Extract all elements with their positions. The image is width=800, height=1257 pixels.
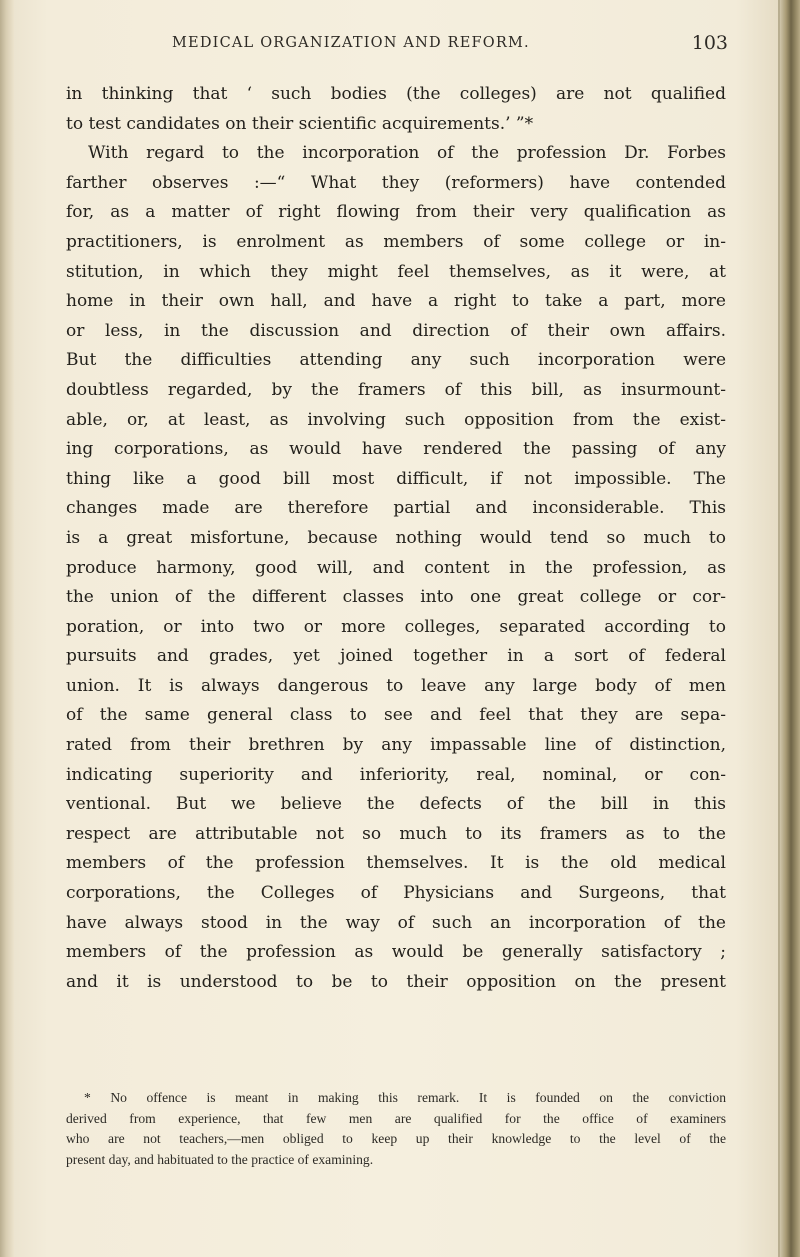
text-line: corporations, the Colleges of Physicians and Surgeons, that [66, 883, 726, 904]
text-line: is a great misfortune, because nothing would tend so much to [66, 527, 726, 548]
text-line: doubtless regarded, by the framers of this bill, as insurmount- [66, 379, 726, 400]
body-text [66, 80, 726, 997]
footnote-line: derived from experience, that few men are qualified for the office of examiners [66, 1110, 726, 1126]
text-line: poration, or into two or more colleges, separated according to [66, 616, 726, 637]
page-number: 103 [691, 32, 728, 54]
text-line: thing like a good bill most difficult, if not impossible. The [66, 468, 726, 489]
text-line: ing corporations, as would have rendered the passing of any [66, 439, 726, 460]
running-head: MEDICAL ORGANIZATION AND REFORM. [172, 35, 530, 51]
text-line: With regard to the incorporation of the profession Dr. Forbes [88, 143, 726, 164]
book-gutter [780, 0, 800, 1257]
text-line: ventional. But we believe the defects of the bill in this [66, 794, 726, 815]
page-header [66, 30, 746, 70]
text-line: union. It is always dangerous to leave any large body of men [66, 675, 726, 696]
text-line: pursuits and grades, yet joined together in a sort of federal [66, 646, 726, 667]
text-line: farther observes :—“ What they (reformers) have contended [66, 172, 726, 193]
text-line: rated from their brethren by any impassable line of distinction, [66, 735, 726, 756]
text-line: or less, in the discussion and direction of their own affairs. [66, 320, 726, 341]
footnote-line: * No offence is meant in making this remark. It is founded on the conviction [84, 1090, 726, 1105]
text-line: indicating superiority and inferiority, real, nominal, or con- [66, 764, 726, 785]
text-line: able, or, at least, as involving such opposition from the exist- [66, 409, 726, 430]
text-line: for, as a matter of right flowing from their very qualification as [66, 202, 726, 223]
text-line: But the difficulties attending any such incorporation were [66, 350, 726, 371]
text-line: members of the profession as would be generally satisfactory ; [66, 942, 726, 963]
text-line: home in their own hall, and have a right to take a part, more [66, 291, 726, 312]
text-line: the union of the different classes into one great college or cor- [66, 587, 726, 608]
text-line: of the same general class to see and feel that they are sepa- [66, 705, 726, 726]
footnote [66, 1088, 726, 1170]
text-line: changes made are therefore partial and inconsiderable. This [66, 498, 726, 519]
text-line: respect are attributable not so much to its framers as to the [66, 823, 726, 844]
text-line: stitution, in which they might feel themselves, as it were, at [66, 261, 726, 282]
footnote-line: who are not teachers,—men obliged to keep up their knowledge to the level of the [66, 1131, 726, 1146]
text-line: in thinking that ‘ such bodies (the colleges) are not qualified [66, 84, 726, 104]
footnote-line: present day, and habituated to the practice of examining. [66, 1151, 374, 1167]
text-line: and it is understood to be to their opposition on the present [66, 971, 726, 992]
text-line: to test candidates on their scientific acquirements.’ ”* [66, 113, 534, 134]
text-line: have always stood in the way of such an incorporation of the [66, 912, 726, 933]
text-line: members of the profession themselves. It is the old medical [66, 853, 726, 874]
text-line: practitioners, is enrolment as members of some college or in- [66, 231, 726, 252]
page-left-edge [0, 0, 14, 1257]
text-line: produce harmony, good will, and content in the profession, as [66, 557, 726, 578]
